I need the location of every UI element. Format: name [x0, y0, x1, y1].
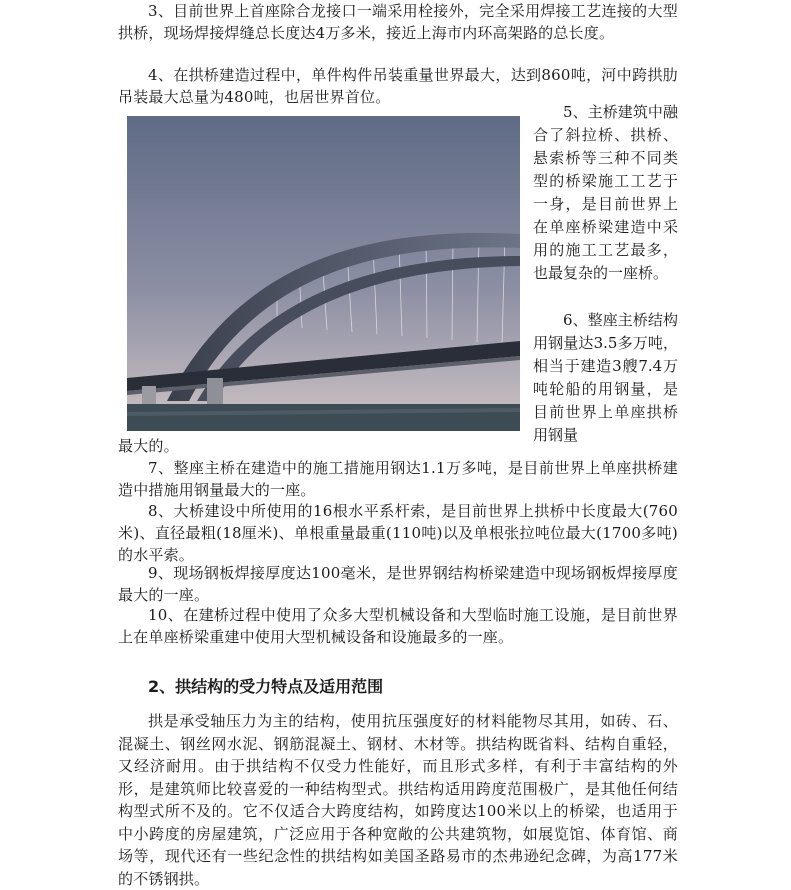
paragraph-8: 8、大桥建设中所使用的16根水平系杆索，是目前世界上拱桥中长度最大(760米)、直径最粗(18厘米)、单根重量最重(110吨)以及单根张拉吨位最大(1700多吨)的水平索。: [118, 502, 678, 564]
paragraph-6: 6、整座主桥结构用钢量达3.5多万吨，相当于建造3艘7.4万吨轮船的用钢量，是目前世界上单座拱桥用钢量: [533, 311, 678, 444]
paragraph-5: 5、主桥建筑中融合了斜拉桥、拱桥、悬索桥等三种不同类型的桥梁施工工艺于一身，是目前世界上在单座桥梁建造中采用的施工工艺最多，也最复杂的一座桥。: [533, 103, 678, 282]
bridge-photo: [127, 116, 520, 431]
section-heading: 2、拱结构的受力特点及适用范围: [148, 677, 384, 696]
paragraph-3: 3、目前世界上首座除合龙接口一端采用栓接外，完全采用焊接工艺连接的大型拱桥，现场焊接焊缝总长度达4万多米，接近上海市内环高架路的总长度。: [118, 2, 678, 42]
section-body: 拱是承受轴压力为主的结构，使用抗压强度好的材料能物尽其用，如砖、石、混凝土、钢丝网水泥、钢筋混凝土、钢材、木材等。拱结构既省料、结构自重轻，又经济耐用。由于拱结构不仅受力性能好，而且形式多样，有利于丰富结构的外形，是建筑师比较喜爱的一种结构型式。拱结构适用跨度范围极广，是其他任何结构型式所不及的。它不仅适合大跨度结构，如跨度达100米以上的桥梁，也适用于中小跨度的房屋建筑，广泛应用于各种宽敞的公共建筑物，如展览馆、体育馆、商场等，现代还有一些纪念性的拱结构如美国圣路易市的杰弗逊纪念碑，为高177米的不锈钢拱。: [118, 712, 678, 888]
paragraph-6-tail: 最大的。: [118, 437, 179, 455]
paragraph-10: 10、在建桥过程中使用了众多大型机械设备和大型临时施工设施，是目前世界上在单座桥梁重建中使用大型机械设备和设施最多的一座。: [118, 606, 678, 646]
paragraph-4: 4、在拱桥建造过程中，单件构件吊装重量世界最大，达到860吨，河中跨拱肋吊装最大总量为480吨，也居世界首位。: [118, 66, 678, 106]
arch-bridge-image: [127, 116, 520, 431]
paragraph-9: 9、现场钢板焊接厚度达100毫米，是世界钢结构桥梁建造中现场钢板焊接厚度最大的一座。: [118, 564, 678, 604]
paragraph-7: 7、整座主桥在建造中的施工措施用钢达1.1万多吨，是目前世界上单座拱桥建造中措施用钢量最大的一座。: [118, 459, 678, 499]
